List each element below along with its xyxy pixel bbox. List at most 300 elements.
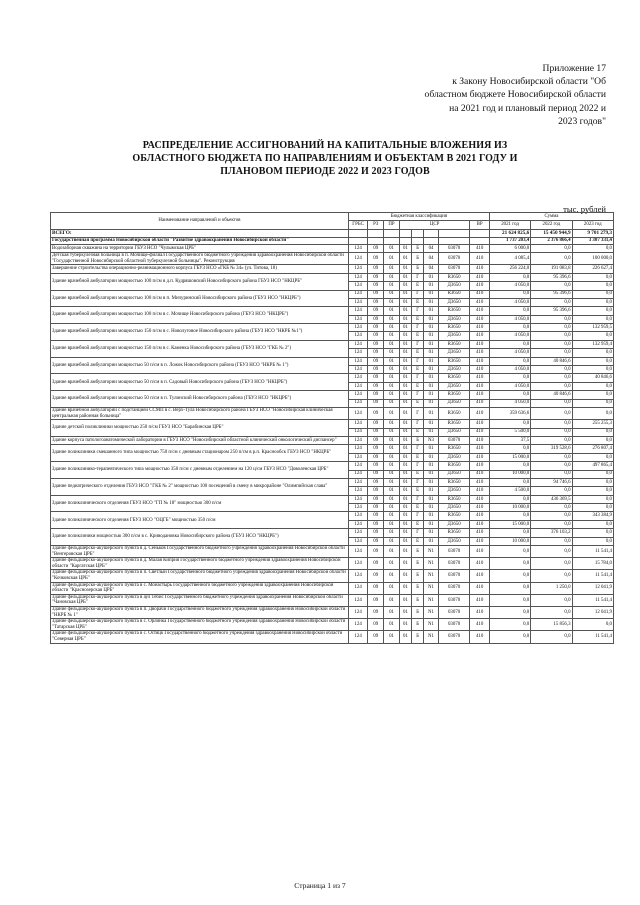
cell-vr: 410	[470, 399, 489, 407]
cell-csr-1: 01	[399, 282, 411, 290]
cell-rz: 09	[368, 307, 384, 315]
cell-rz: 09	[368, 374, 384, 382]
cell-csr-3: 04	[424, 265, 439, 273]
cell-grbs: 124	[348, 332, 367, 340]
cell-csr-4: Д3650	[438, 382, 470, 390]
cell-pr: 01	[384, 529, 400, 537]
cell-csr-2: Г	[412, 290, 424, 298]
cell-csr-4: 03070	[438, 436, 470, 444]
cell-rz: 09	[368, 298, 384, 306]
table-row	[51, 374, 614, 382]
cell-sum-2023: 132 959,4	[572, 340, 613, 348]
cell-csr-2: Г	[412, 495, 424, 503]
cell-csr-3: 01	[424, 366, 439, 374]
object-name: Здание фельдшерско-акушерского пункта в д. Сеньков Государственного бюджетного учреждения здравоохранения Новосибирской области "Венгеровская ЦРБ"	[51, 546, 349, 558]
cell-csr-2: Г	[412, 445, 424, 453]
object-name: Завершение строительства операционно-реанимационного корпуса ГБУЗ НСО «ГКБ № 34» (ул. Титова, 18)	[51, 265, 349, 273]
cell-pr: 01	[384, 546, 400, 558]
cell-rz: 09	[368, 619, 384, 631]
cell-pr: 01	[384, 298, 400, 306]
cell-csr-1: 01	[399, 570, 411, 582]
cell-grbs: 124	[348, 504, 367, 512]
cell-sum-2022: 40 846,6	[531, 357, 572, 365]
cell-sum-2023: 0,0	[572, 273, 613, 281]
cell-csr-3: N1	[424, 546, 439, 558]
cell-csr-1: 01	[399, 619, 411, 631]
object-name: Здание фельдшерско-акушерского пункта в п. Дворачи Государственного бюджетного учреждения здравоохранения Новосибирской области "НКРБ № 1"	[51, 606, 349, 618]
cell-sum-2023: 276 807,4	[572, 445, 613, 453]
table-row	[51, 357, 614, 365]
cell-sum-2023: 11 541,4	[572, 594, 613, 606]
cell-csr-3: 01	[424, 357, 439, 365]
program-row	[51, 238, 614, 245]
cell-csr-1: 01	[399, 504, 411, 512]
object-name: Здание врачебной амбулатории мощностью 100 п/см в п. Мичуринский Новосибирского района (ГБУЗ НСО "НКЦРБ")	[51, 290, 349, 307]
cell-csr-2: Г	[412, 512, 424, 520]
cell-csr-3: 01	[424, 315, 439, 323]
header-2023: 2023 год	[572, 221, 613, 229]
cell-sum-2021: 0,0	[489, 631, 530, 643]
cell-sum-2023: 0,0	[572, 298, 613, 306]
cell-rz: 09	[368, 537, 384, 545]
cell-csr-3: 01	[424, 399, 439, 407]
cell-sum-2023: 226 627,4	[572, 265, 613, 273]
cell-csr-2: Е	[412, 399, 424, 407]
cell-pr: 01	[384, 340, 400, 348]
cell-csr-1: 01	[399, 582, 411, 594]
cell-csr-4: 03070	[438, 570, 470, 582]
cell-sum-2022: 0,0	[531, 244, 572, 252]
cell-pr: 01	[384, 495, 400, 503]
cell-csr-2: Г	[412, 407, 424, 419]
header-vr: ВР	[470, 221, 489, 229]
cell-csr-4: R3650	[438, 512, 470, 520]
cell-sum-2023: 0,0	[572, 349, 613, 357]
cell-csr-1: 01	[399, 273, 411, 281]
cell-csr-1: 01	[399, 332, 411, 340]
cell-sum-2021: 6 000,0	[489, 244, 530, 252]
object-name: Здание поликлиники мощностью 300 п/см в с. Криводановка Новосибирского района (ГБУЗ НСО "НКЦРБ")	[51, 529, 349, 546]
cell-csr-3: N1	[424, 594, 439, 606]
cell-vr: 410	[470, 315, 489, 323]
header-classification: Бюджетная классификация	[348, 213, 489, 221]
cell-csr-4: R3650	[438, 391, 470, 399]
cell-csr-3: 01	[424, 349, 439, 357]
cell-sum-2023: 40 846,6	[572, 374, 613, 382]
cell-csr-4: Д3650	[438, 315, 470, 323]
table-row	[51, 529, 614, 537]
cell-sum-2023: 0,0	[572, 470, 613, 478]
cell-csr-2: Е	[412, 315, 424, 323]
header-2021: 2021 год	[489, 221, 530, 229]
cell-csr-4: 03070	[438, 582, 470, 594]
cell-csr-1: 01	[399, 495, 411, 503]
cell-sum-2021: 0,0	[489, 582, 530, 594]
cell-sum-2023: 0,0	[572, 487, 613, 495]
object-name: Здание детской поликлиники мощностью 250 п/см ГБУЗ НСО "Барабинская ЦРБ"	[51, 420, 349, 437]
cell-sum-2022: 0,0	[531, 631, 572, 643]
cell-sum-2022: 0,0	[531, 453, 572, 461]
cell-rz: 09	[368, 399, 384, 407]
cell-sum-2023: 15 784,0	[572, 558, 613, 570]
cell-sum-2022: 0,0	[531, 594, 572, 606]
cell-sum-2021: 15 000,0	[489, 520, 530, 528]
cell-csr-3: N1	[424, 558, 439, 570]
cell-sum-2023: 12 041,9	[572, 606, 613, 618]
appendix-note	[376, 62, 606, 128]
cell-csr-2: Б	[412, 265, 424, 273]
cell-rz: 09	[368, 453, 384, 461]
cell-vr: 410	[470, 366, 489, 374]
cell-sum-2023: 100 000,0	[572, 253, 613, 265]
table-row	[51, 340, 614, 348]
cell-pr: 01	[384, 478, 400, 486]
cell-sum-2021: 15 000,0	[489, 453, 530, 461]
cell-grbs: 124	[348, 470, 367, 478]
cell-rz: 09	[368, 428, 384, 436]
cell-csr-2: Г	[412, 391, 424, 399]
cell-csr-3: 01	[424, 512, 439, 520]
cell-csr-4: R3650	[438, 478, 470, 486]
cell-rz: 09	[368, 349, 384, 357]
cell-sum-2022: 0,0	[531, 315, 572, 323]
cell-csr-1: 01	[399, 357, 411, 365]
cell-sum-2023: 0,0	[572, 391, 613, 399]
cell-rz: 09	[368, 445, 384, 453]
cell-pr: 01	[384, 420, 400, 428]
total-row	[51, 229, 614, 237]
cell-csr-1: 01	[399, 340, 411, 348]
cell-grbs: 124	[348, 349, 367, 357]
header-csr: ЦСР	[399, 221, 470, 229]
cell-grbs: 124	[348, 436, 367, 444]
total-label: ВСЕГО:	[51, 229, 349, 237]
table-body	[51, 229, 614, 643]
cell-rz: 09	[368, 631, 384, 643]
cell-sum-2022: 0,0	[531, 366, 572, 374]
cell-sum-2023: 0,0	[572, 520, 613, 528]
cell-grbs: 124	[348, 340, 367, 348]
cell-csr-3: 01	[424, 391, 439, 399]
cell-csr-2: Е	[412, 470, 424, 478]
cell-csr-3: 01	[424, 495, 439, 503]
cell-vr: 410	[470, 420, 489, 428]
cell-csr-3: 01	[424, 520, 439, 528]
cell-sum-2022: 40 846,6	[531, 391, 572, 399]
cell-csr-1: 01	[399, 594, 411, 606]
allocation-table	[50, 212, 614, 644]
cell-csr-4: Д3650	[438, 470, 470, 478]
cell-csr-4: 03070	[438, 558, 470, 570]
cell-sum-2021: 0,0	[489, 495, 530, 503]
title-line: ОБЛАСТНОГО БЮДЖЕТА ПО НАПРАВЛЕНИЯМ И ОБЪЕКТАМ В 2021 ГОДУ И	[132, 153, 518, 164]
total-2021: 21 624 825,6	[489, 229, 530, 237]
cell-vr: 410	[470, 349, 489, 357]
cell-grbs: 124	[348, 594, 367, 606]
total-2023: 9 701 279,3	[572, 229, 613, 237]
cell-sum-2021: 0,0	[489, 324, 530, 332]
cell-sum-2021: 0,0	[489, 357, 530, 365]
cell-sum-2022: 0,0	[531, 374, 572, 382]
program-label: Государственная программа Новосибирской области "Развитие здравоохранения Новосибирской области"	[51, 238, 349, 245]
cell-sum-2021: 0,0	[489, 273, 530, 281]
cell-vr: 410	[470, 407, 489, 419]
cell-csr-3: 01	[424, 445, 439, 453]
cell-vr: 410	[470, 298, 489, 306]
cell-vr: 410	[470, 273, 489, 281]
cell-rz: 09	[368, 478, 384, 486]
cell-sum-2023: 0,0	[572, 537, 613, 545]
page-footer: Страница 1 из 7	[294, 881, 346, 890]
cell-csr-3: 01	[424, 340, 439, 348]
cell-sum-2023: 343 384,9	[572, 512, 613, 520]
cell-csr-3: 01	[424, 453, 439, 461]
cell-grbs: 124	[348, 399, 367, 407]
cell-sum-2022: 0,0	[531, 606, 572, 618]
cell-csr-4: 03070	[438, 546, 470, 558]
cell-csr-3: 01	[424, 307, 439, 315]
cell-csr-2: Б	[412, 594, 424, 606]
appendix-line: областном бюджете Новосибирской области	[424, 89, 606, 101]
cell-grbs: 124	[348, 407, 367, 419]
cell-sum-2022: 0,0	[531, 546, 572, 558]
program-2021: 1 737 203,4	[489, 238, 530, 245]
cell-sum-2021: 4 050,0	[489, 382, 530, 390]
cell-sum-2021: 0,0	[489, 340, 530, 348]
object-name: Здание корпуса патологоанатомической лаборатории в ГБУЗ НСО "Новосибирский областной клинический онкологический диспансер"	[51, 436, 349, 444]
cell-csr-4: R3650	[438, 324, 470, 332]
table-row	[51, 436, 614, 444]
cell-sum-2022: 0,0	[531, 512, 572, 520]
cell-sum-2023: 12 041,9	[572, 582, 613, 594]
cell-csr-1: 01	[399, 520, 411, 528]
cell-rz: 09	[368, 407, 384, 419]
cell-sum-2023: 0,0	[572, 478, 613, 486]
table-row	[51, 307, 614, 315]
cell-csr-4: Д3650	[438, 298, 470, 306]
cell-grbs: 124	[348, 546, 367, 558]
cell-rz: 09	[368, 558, 384, 570]
object-name: Здание фельдшерско-акушерского пункта в д. Малая Киприя Государственного бюджетного учреждения здравоохранения Новосибирской области "Каргатская ЦРБ"	[51, 558, 349, 570]
appendix-line: 2023 годов"	[558, 115, 606, 127]
cell-csr-1: 01	[399, 537, 411, 545]
object-name: Здание врачебной амбулатории с подстанцией ССМП в с. Верх-Тула Новосибирского района ГБУЗ НСО "Новосибирская клиническая центральная районная больница"	[51, 407, 349, 419]
cell-csr-3: 01	[424, 487, 439, 495]
cell-grbs: 124	[348, 244, 367, 252]
cell-rz: 09	[368, 253, 384, 265]
object-name: Здание врачебной амбулатории мощностью 150 п/см в с. Новолуговое Новосибирского района (ГБУЗ НСО "НКРБ №1")	[51, 324, 349, 341]
cell-sum-2021: 4 050,0	[489, 282, 530, 290]
cell-sum-2022: 95 396,6	[531, 307, 572, 315]
cell-vr: 410	[470, 470, 489, 478]
cell-vr: 410	[470, 487, 489, 495]
cell-vr: 410	[470, 445, 489, 453]
cell-csr-4: Д3650	[438, 504, 470, 512]
cell-sum-2021: 0,0	[489, 606, 530, 618]
header-sum: Сумма	[489, 213, 613, 221]
cell-sum-2021: 0,0	[489, 307, 530, 315]
cell-pr: 01	[384, 606, 400, 618]
cell-csr-1: 01	[399, 606, 411, 618]
cell-csr-1: 01	[399, 315, 411, 323]
cell-csr-2: Е	[412, 428, 424, 436]
cell-csr-4: R3650	[438, 445, 470, 453]
cell-vr: 410	[470, 520, 489, 528]
table-row	[51, 582, 614, 594]
cell-csr-2: Г	[412, 324, 424, 332]
document-title	[130, 139, 520, 178]
cell-sum-2021: 0,0	[489, 594, 530, 606]
cell-sum-2022: 0,0	[531, 558, 572, 570]
cell-csr-3: 01	[424, 332, 439, 340]
cell-csr-4: 03070	[438, 244, 470, 252]
object-name: Здание фельдшерско-акушерского пункта в с. Монастырь Государственного бюджетного учреждения здравоохранения Новосибирской области "Краснозерская ЦРБ"	[51, 582, 349, 594]
cell-csr-1: 01	[399, 382, 411, 390]
object-name: Здание педиатрического отделения ГБУЗ НСО "ГКБ № 2" мощностью 100 посещений в смену в микрорайоне "Олимпийская слава"	[51, 478, 349, 495]
cell-rz: 09	[368, 382, 384, 390]
cell-csr-4: R3650	[438, 290, 470, 298]
cell-sum-2022: 376 103,2	[531, 529, 572, 537]
cell-pr: 01	[384, 391, 400, 399]
cell-csr-2: Б	[412, 253, 424, 265]
cell-csr-2: Б	[412, 436, 424, 444]
cell-sum-2023: 0,0	[572, 453, 613, 461]
cell-sum-2023: 0,0	[572, 244, 613, 252]
total-2022: 15 450 944,9	[531, 229, 572, 237]
cell-grbs: 124	[348, 619, 367, 631]
cell-sum-2023: 0,0	[572, 504, 613, 512]
cell-pr: 01	[384, 349, 400, 357]
cell-pr: 01	[384, 436, 400, 444]
cell-sum-2022: 94 746,6	[531, 478, 572, 486]
cell-rz: 09	[368, 244, 384, 252]
cell-sum-2021: 4 085,4	[489, 253, 530, 265]
cell-pr: 01	[384, 332, 400, 340]
cell-vr: 410	[470, 570, 489, 582]
table-row	[51, 570, 614, 582]
cell-csr-1: 01	[399, 436, 411, 444]
cell-sum-2021: 0,0	[489, 391, 530, 399]
cell-pr: 01	[384, 382, 400, 390]
table-row	[51, 445, 614, 453]
header-name: Наименование направлений и объектов	[51, 213, 349, 230]
cell-grbs: 124	[348, 273, 367, 281]
cell-csr-3: 01	[424, 537, 439, 545]
cell-csr-4: R3650	[438, 273, 470, 281]
cell-pr: 01	[384, 399, 400, 407]
cell-vr: 410	[470, 594, 489, 606]
cell-pr: 01	[384, 244, 400, 252]
cell-sum-2022: 0,0	[531, 282, 572, 290]
appendix-line: к Закону Новосибирской области "Об	[452, 76, 606, 88]
cell-rz: 09	[368, 265, 384, 273]
cell-csr-1: 01	[399, 253, 411, 265]
header-pr: ПР	[384, 221, 400, 229]
cell-csr-1: 01	[399, 290, 411, 298]
cell-sum-2023: 0,0	[572, 399, 613, 407]
cell-csr-1: 01	[399, 558, 411, 570]
cell-csr-2: Б	[412, 570, 424, 582]
cell-csr-1: 01	[399, 391, 411, 399]
cell-pr: 01	[384, 470, 400, 478]
cell-csr-1: 01	[399, 428, 411, 436]
cell-sum-2022: 1 250,0	[531, 582, 572, 594]
cell-csr-1: 01	[399, 462, 411, 470]
cell-vr: 410	[470, 558, 489, 570]
cell-csr-3: 01	[424, 273, 439, 281]
appendix-line: на 2021 год и плановый период 2022 и	[449, 102, 606, 114]
cell-csr-3: N1	[424, 631, 439, 643]
cell-rz: 09	[368, 324, 384, 332]
table-row	[51, 606, 614, 618]
cell-csr-2: Е	[412, 520, 424, 528]
cell-sum-2021: 4 050,0	[489, 366, 530, 374]
cell-csr-1: 01	[399, 244, 411, 252]
cell-pr: 01	[384, 631, 400, 643]
cell-pr: 01	[384, 307, 400, 315]
cell-grbs: 124	[348, 495, 367, 503]
table-row	[51, 273, 614, 281]
table-row	[51, 594, 614, 606]
cell-pr: 01	[384, 453, 400, 461]
cell-sum-2021: 4 050,0	[489, 349, 530, 357]
cell-csr-1: 01	[399, 546, 411, 558]
cell-grbs: 124	[348, 391, 367, 399]
cell-sum-2022: 0,0	[531, 487, 572, 495]
cell-rz: 09	[368, 470, 384, 478]
cell-csr-2: Е	[412, 382, 424, 390]
cell-vr: 410	[470, 265, 489, 273]
cell-grbs: 124	[348, 558, 367, 570]
cell-pr: 01	[384, 315, 400, 323]
cell-vr: 410	[470, 428, 489, 436]
object-name: Детская туберкулезная больница в п. Мочище-филиал Государственного бюджетного учреждения здравоохранения Новосибирской области "Государственной Новосибирской областной туберкулезной больницы". Реконструкция	[51, 253, 349, 265]
object-name: Здание врачебной амбулатории мощностью 50 п/см в п. Садовый Новосибирского района (ГБУЗ НСО "НКЦРБ")	[51, 374, 349, 391]
cell-sum-2022: 0,0	[531, 298, 572, 306]
cell-sum-2022: 0,0	[531, 470, 572, 478]
cell-csr-3: 01	[424, 298, 439, 306]
object-name: Здание врачебной амбулатории мощностью 150 п/см в с. Каменка Новосибирского района (ГБУЗ НСО "ГКБ № 2")	[51, 340, 349, 357]
title-line: РАСПРЕДЕЛЕНИЕ АССИГНОВАНИЙ НА КАПИТАЛЬНЫЕ ВЛОЖЕНИЯ ИЗ	[142, 140, 508, 151]
cell-csr-4: Д3650	[438, 520, 470, 528]
cell-grbs: 124	[348, 253, 367, 265]
table-row	[51, 462, 614, 470]
object-name: Здание фельдшерско-акушерского пункта в п. Светлый Государственного бюджетного учреждения здравоохранения Новосибирской области "Кочковская ЦРБ"	[51, 570, 349, 582]
cell-pr: 01	[384, 582, 400, 594]
cell-sum-2022: 0,0	[531, 324, 572, 332]
cell-pr: 01	[384, 558, 400, 570]
cell-csr-3: 01	[424, 290, 439, 298]
cell-csr-2: Г	[412, 307, 424, 315]
cell-sum-2022: 0,0	[531, 399, 572, 407]
cell-sum-2022: 95 396,6	[531, 273, 572, 281]
cell-grbs: 124	[348, 582, 367, 594]
cell-sum-2023: 255 255,3	[572, 420, 613, 428]
cell-vr: 410	[470, 357, 489, 365]
cell-pr: 01	[384, 290, 400, 298]
cell-csr-3: 01	[424, 374, 439, 382]
cell-rz: 09	[368, 315, 384, 323]
cell-sum-2021: 4 050,0	[489, 399, 530, 407]
cell-rz: 09	[368, 420, 384, 428]
cell-rz: 09	[368, 594, 384, 606]
cell-csr-1: 01	[399, 298, 411, 306]
cell-csr-3: 01	[424, 529, 439, 537]
cell-csr-2: Б	[412, 631, 424, 643]
object-name: Здание фельдшерско-акушерского пункта в с. Орлинка Государственного бюджетного учреждения здравоохранения Новосибирской области "Татарская ЦРБ"	[51, 619, 349, 631]
cell-sum-2023: 11 541,4	[572, 631, 613, 643]
cell-csr-2: Г	[412, 357, 424, 365]
